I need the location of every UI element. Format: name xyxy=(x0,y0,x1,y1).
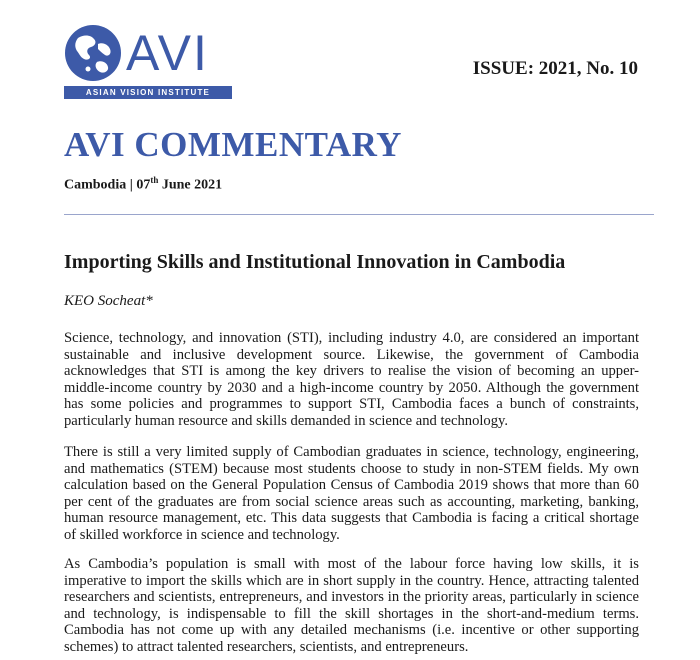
avi-logo xyxy=(64,22,232,100)
issue-number: ISSUE: 2021, No. 10 xyxy=(472,58,638,79)
dateline-suffix: June 2021 xyxy=(158,177,223,193)
article-title: Importing Skills and Institutional Innovation in Cambodia xyxy=(64,251,566,273)
divider xyxy=(64,214,654,215)
dateline-ordinal: th xyxy=(150,175,159,185)
article-author: KEO Socheat* xyxy=(64,293,153,309)
logo-band: ASIAN VISION INSTITUTE xyxy=(64,86,232,99)
dateline-prefix: Cambodia | 07 xyxy=(64,177,151,193)
globe-icon xyxy=(64,24,122,82)
logo-row xyxy=(64,22,232,84)
paragraph: Science, technology, and innovation (STI), including industry 4.0, are considered an important sustainable and inclusive development source. Likewise, the government of Cambodia acknowledges that STI is among the key drivers to realise the vision of becoming an upper-middle-income country by 2030 and a high-income country by 2050. Although the government has some policies and programmes to support STI, Cambodia faces a bunch of constraints, particularly human resource and skills demanded in science and technology. xyxy=(64,330,639,429)
paragraph: As Cambodia’s population is small with most of the labour force having low skills, it is imperative to import the skills which are in short supply in the country. Hence, attracting talented researchers and scientists, entrepreneurs, and investors in the priority areas, particularly in science and technology, is indispensable to fill the skill shortages in the short-and-medium terms. Cambodia has not come up with any detailed mechanisms (i.e. incentive or other supporting schemes) to attract talented researchers, scientists, and entrepreneurs. xyxy=(64,556,639,655)
paragraph: There is still a very limited supply of Cambodian graduates in science, technology, engineering, and mathematics (STEM) because most students choose to study in non-STEM fields. My own calculation based on the General Population Census of Cambodia 2019 shows that more than 60 per cent of the graduates are from social science areas such as accounting, marketing, banking, human resource management, etc. This data suggests that Cambodia is facing a critical shortage of skilled workforce in science and technology. xyxy=(64,444,639,543)
dateline xyxy=(64,175,222,194)
masthead-title: AVI COMMENTARY xyxy=(64,125,402,164)
logo-wordmark: AVI xyxy=(126,25,209,81)
